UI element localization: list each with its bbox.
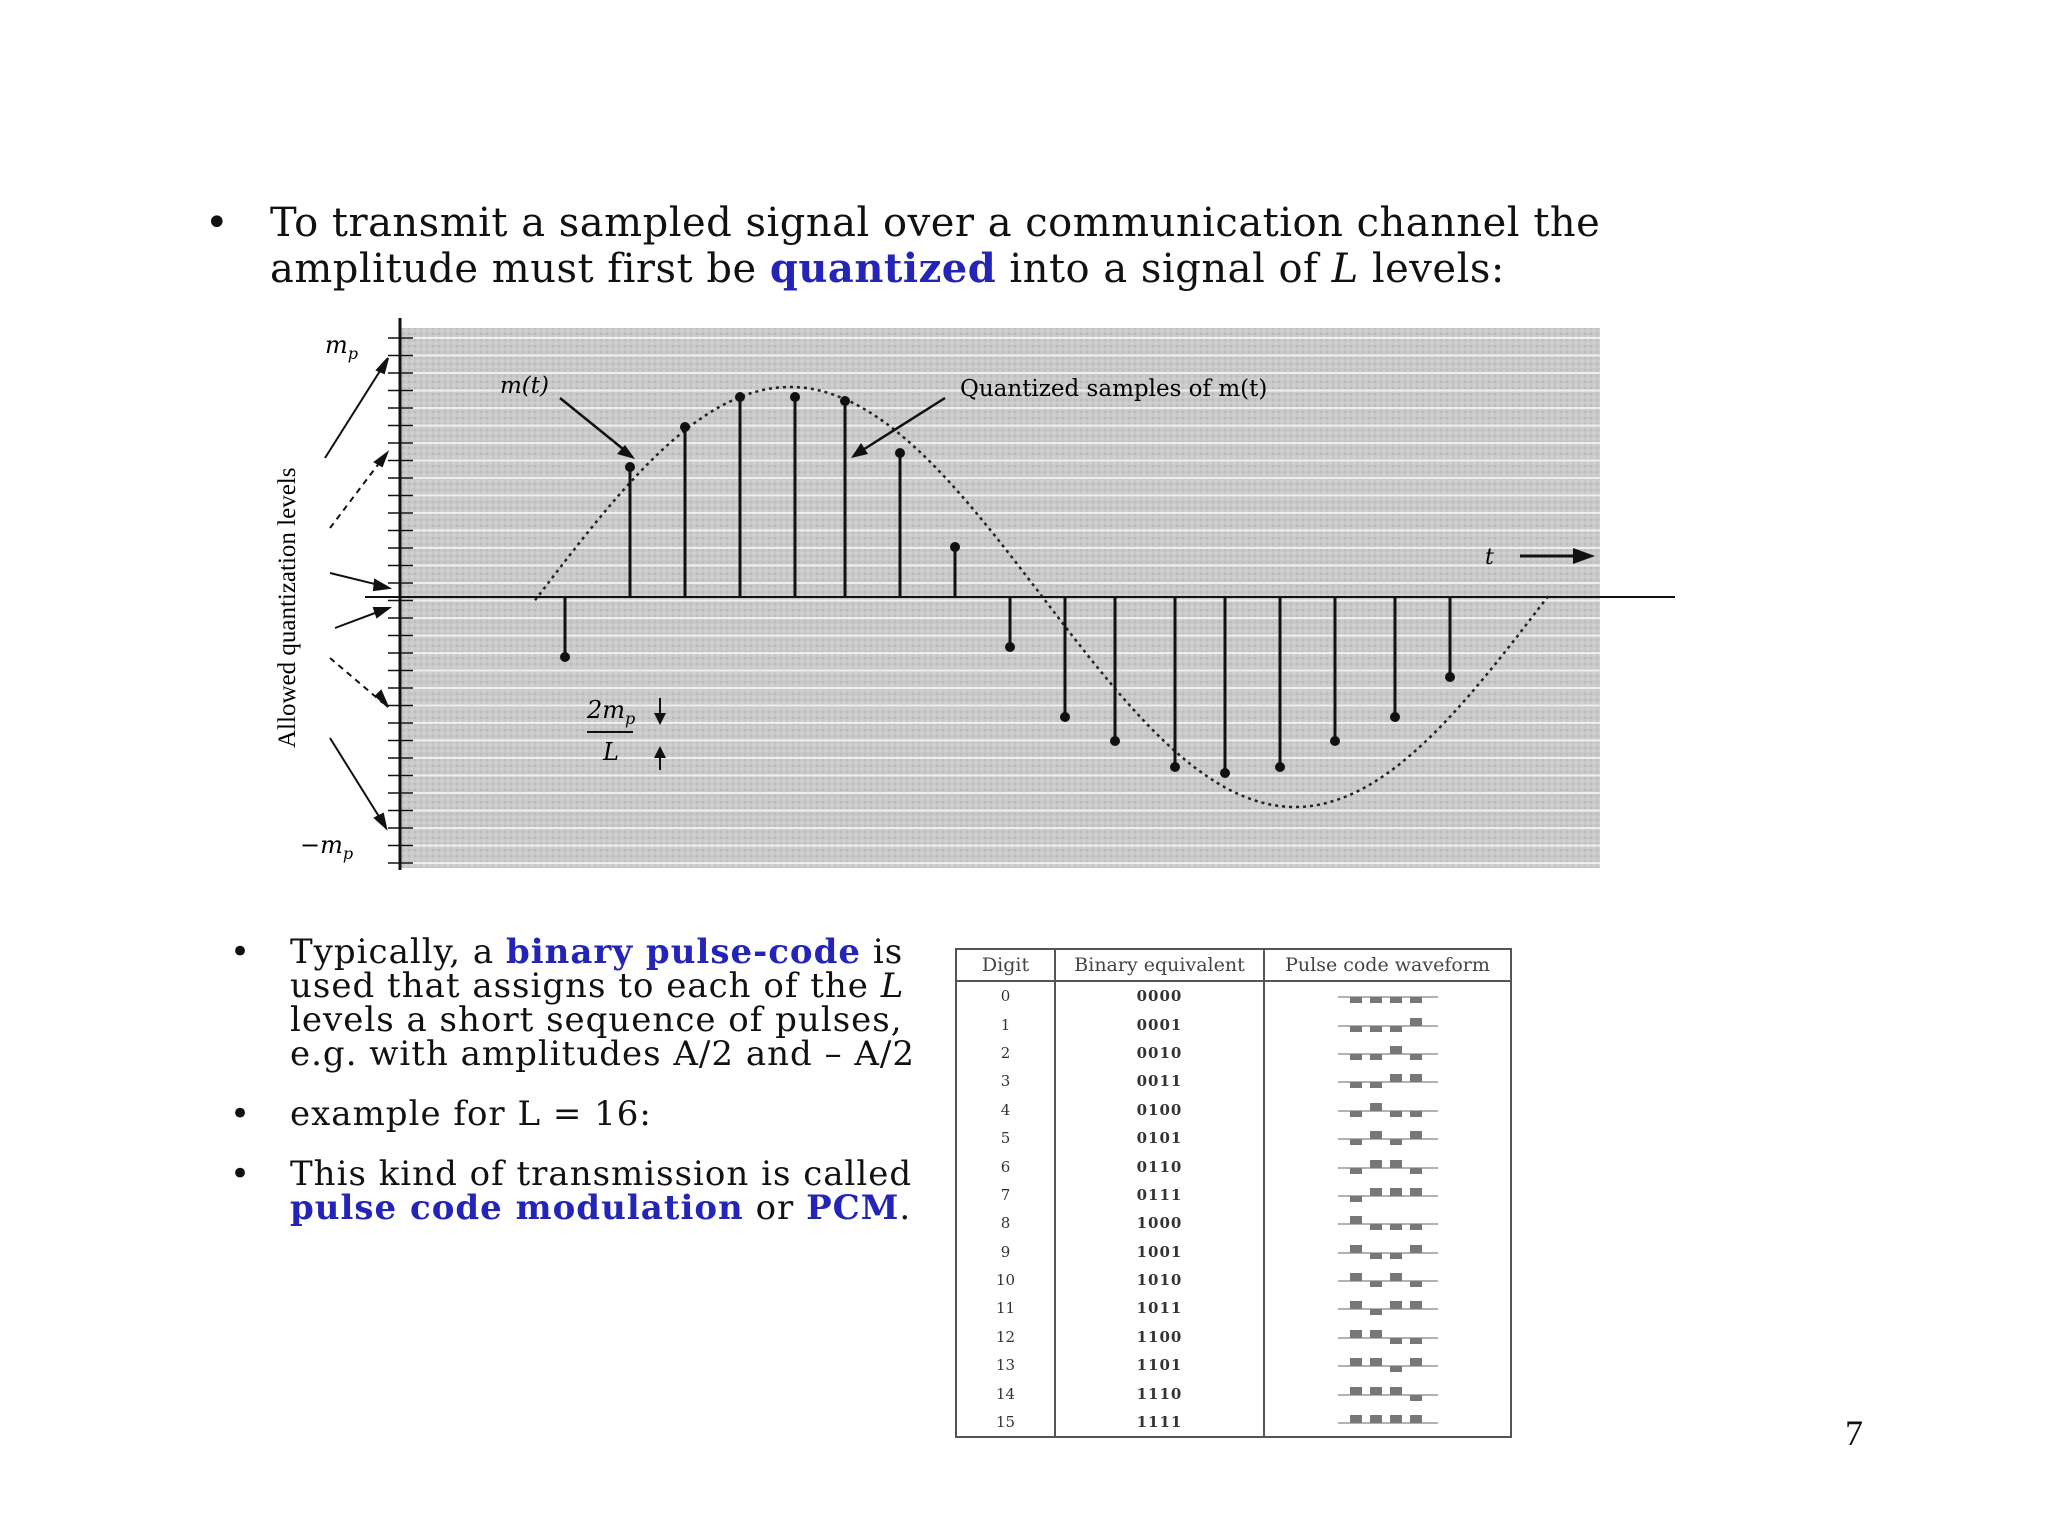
y-top-label: $m_p$ (325, 331, 359, 363)
pulse (1350, 1245, 1362, 1253)
pulse-waveform (1338, 1268, 1438, 1292)
pulse-waveform (1338, 984, 1438, 1008)
pulse (1370, 1131, 1382, 1139)
pulse (1390, 1188, 1402, 1196)
pulse-waveform (1338, 1382, 1438, 1406)
page-number: 7 (1845, 1413, 1863, 1453)
pulse (1370, 1415, 1382, 1423)
highlight-quantized: quantized (769, 245, 997, 292)
binary-cell: 1111 (1055, 1408, 1264, 1437)
binary-cell: 0100 (1055, 1096, 1264, 1124)
pulse (1410, 1395, 1422, 1401)
digit-cell: 1 (956, 1010, 1055, 1038)
sample-point (735, 392, 745, 402)
pulse (1370, 1281, 1382, 1287)
sample-point (1390, 712, 1400, 722)
pulse (1370, 1054, 1382, 1060)
pulse (1350, 1054, 1362, 1060)
pulse (1350, 1082, 1362, 1088)
pulse (1390, 1253, 1402, 1259)
table-row (956, 1152, 1511, 1180)
bullet-dot: • (230, 1154, 252, 1194)
table-row (956, 1209, 1511, 1237)
pulse (1390, 1026, 1402, 1032)
pulse-waveform (1338, 1183, 1438, 1207)
pulse (1390, 1387, 1402, 1395)
digit-cell: 14 (956, 1379, 1055, 1407)
digit-cell: 12 (956, 1323, 1055, 1351)
bullet-dot: • (205, 200, 229, 246)
pulse (1410, 1281, 1422, 1287)
waveform-cell (1264, 1124, 1511, 1152)
waveform-cell (1264, 981, 1511, 1010)
waveform-cell (1264, 1323, 1511, 1351)
table-header-row (956, 949, 1511, 981)
pulse-waveform (1338, 1069, 1438, 1093)
pulse-waveform (1338, 1296, 1438, 1320)
pulse (1390, 1415, 1402, 1423)
sample-point (1060, 712, 1070, 722)
binary-cell: 1001 (1055, 1238, 1264, 1266)
pulse (1410, 1054, 1422, 1060)
waveform-cell (1264, 1181, 1511, 1209)
sample-point (625, 462, 635, 472)
axis-label: Allowed quantization levels (274, 467, 301, 748)
pulse-waveform (1338, 1126, 1438, 1150)
pulse-waveform (1338, 1211, 1438, 1235)
pulse (1350, 1415, 1362, 1423)
table-row (956, 1238, 1511, 1266)
table-row (956, 1266, 1511, 1294)
pulse (1370, 1026, 1382, 1032)
binary-cell: 1110 (1055, 1379, 1264, 1407)
intro-bullet (205, 200, 1705, 292)
pulse (1390, 1366, 1402, 1372)
pulse-waveform (1338, 1013, 1438, 1037)
sample-point (1275, 762, 1285, 772)
pulse (1370, 1082, 1382, 1088)
digit-cell: 8 (956, 1209, 1055, 1237)
list-item: • example for L = 16: (230, 1094, 652, 1134)
binary-cell: 0010 (1055, 1039, 1264, 1067)
intro-text: To transmit a sampled signal over a communication channel the amplitude must first be quantized into a signal of L levels: (270, 200, 1601, 292)
waveform-cell (1264, 1209, 1511, 1237)
table-row (956, 1181, 1511, 1209)
binary-cell: 0000 (1055, 981, 1264, 1010)
pulse (1350, 997, 1362, 1003)
pulse (1370, 1309, 1382, 1315)
digit-cell: 0 (956, 981, 1055, 1010)
description-list (222, 932, 922, 1251)
pulse (1390, 1074, 1402, 1082)
pulse (1390, 1273, 1402, 1281)
pulse (1390, 997, 1402, 1003)
y-bottom-label: $-m_p$ (300, 831, 354, 863)
sample-point (1445, 672, 1455, 682)
binary-cell: 1011 (1055, 1294, 1264, 1322)
pulse-waveform (1338, 1325, 1438, 1349)
pulse (1390, 1160, 1402, 1168)
pulse (1410, 1245, 1422, 1253)
pulse (1350, 1330, 1362, 1338)
pulse (1410, 997, 1422, 1003)
pulse (1370, 1330, 1382, 1338)
highlight-pcm: PCM (806, 1188, 900, 1228)
quantization-diagram (255, 318, 1675, 878)
pulse (1410, 1168, 1422, 1174)
pulse-waveform (1338, 1240, 1438, 1264)
pulse (1350, 1139, 1362, 1145)
pulse (1390, 1301, 1402, 1309)
waveform-cell (1264, 1294, 1511, 1322)
pulse (1350, 1026, 1362, 1032)
digit-cell: 13 (956, 1351, 1055, 1379)
pulse (1370, 1253, 1382, 1259)
sample-point (950, 542, 960, 552)
table-row (956, 1010, 1511, 1038)
pulse (1370, 1358, 1382, 1366)
binary-cell: 1010 (1055, 1266, 1264, 1294)
binary-cell: 1100 (1055, 1323, 1264, 1351)
list-item: • This kind of transmission is called pulse code modulation or PCM. (230, 1154, 913, 1228)
table-row (956, 1351, 1511, 1379)
bullet-dot: • (230, 932, 252, 972)
pcm-table (955, 948, 1512, 1438)
pulse (1410, 1415, 1422, 1423)
pulse-waveform (1338, 1353, 1438, 1377)
table-row (956, 1408, 1511, 1437)
pulse (1390, 1224, 1402, 1230)
sample-point (840, 396, 850, 406)
sample-point (680, 422, 690, 432)
pulse (1350, 1216, 1362, 1224)
binary-cell: 0001 (1055, 1010, 1264, 1038)
waveform-cell (1264, 1266, 1511, 1294)
pulse-waveform (1338, 1155, 1438, 1179)
pulse (1350, 1196, 1362, 1202)
pulse (1410, 1224, 1422, 1230)
sample-point (560, 652, 570, 662)
pulse-waveform (1338, 1041, 1438, 1065)
table-row (956, 1096, 1511, 1124)
digit-cell: 3 (956, 1067, 1055, 1095)
quantized-label: Quantized samples of m(t) (960, 376, 1268, 402)
waveform-cell (1264, 1379, 1511, 1407)
sample-point (895, 448, 905, 458)
table-row (956, 1124, 1511, 1152)
pulse (1370, 997, 1382, 1003)
pulse (1410, 1131, 1422, 1139)
pulse (1350, 1111, 1362, 1117)
pulse (1410, 1018, 1422, 1026)
pulse (1410, 1338, 1422, 1344)
pulse (1370, 1103, 1382, 1111)
pulse (1350, 1168, 1362, 1174)
sample-point (790, 392, 800, 402)
digit-cell: 2 (956, 1039, 1055, 1067)
waveform-cell (1264, 1238, 1511, 1266)
sample-point (1110, 736, 1120, 746)
digit-cell: 9 (956, 1238, 1055, 1266)
pulse (1410, 1188, 1422, 1196)
pulse (1390, 1111, 1402, 1117)
level-pointer-arrows (325, 358, 389, 828)
waveform-cell (1264, 1351, 1511, 1379)
list-item: • Typically, a binary pulse-code is used that assigns to each of the L levels a short sequence of pulses, e.g. with amplitudes A/2 and – A/2 (230, 932, 916, 1074)
sample-point (1005, 642, 1015, 652)
binary-cell: 0011 (1055, 1067, 1264, 1095)
digit-cell: 5 (956, 1124, 1055, 1152)
signal-label: m(t) (500, 373, 549, 399)
table-row (956, 1323, 1511, 1351)
sample-point (1220, 768, 1230, 778)
binary-cell: 1000 (1055, 1209, 1264, 1237)
table-row (956, 1294, 1511, 1322)
pulse (1390, 1046, 1402, 1054)
pulse-waveform (1338, 1410, 1438, 1434)
pulse (1350, 1358, 1362, 1366)
pulse (1350, 1273, 1362, 1281)
time-label: t (1485, 545, 1494, 570)
digit-cell: 6 (956, 1152, 1055, 1180)
sample-point (1170, 762, 1180, 772)
table-row (956, 1379, 1511, 1407)
pulse (1410, 1358, 1422, 1366)
waveform-cell (1264, 1039, 1511, 1067)
waveform-cell (1264, 1096, 1511, 1124)
waveform-cell (1264, 1408, 1511, 1437)
table-row (956, 1039, 1511, 1067)
table-row (956, 1067, 1511, 1095)
bullet-dot: • (230, 1094, 252, 1134)
highlight-pcm-term: pulse code modulation (290, 1188, 744, 1228)
binary-cell: 0101 (1055, 1124, 1264, 1152)
pulse (1410, 1074, 1422, 1082)
binary-cell: 1101 (1055, 1351, 1264, 1379)
pulse (1410, 1301, 1422, 1309)
pcm-table-container (955, 948, 1512, 1438)
pulse (1370, 1387, 1382, 1395)
digit-cell: 4 (956, 1096, 1055, 1124)
pulse (1370, 1188, 1382, 1196)
highlight-binary-pulse-code: binary pulse-code (505, 932, 862, 972)
header-digit: Digit (956, 949, 1055, 981)
digit-cell: 7 (956, 1181, 1055, 1209)
sample-point (1330, 736, 1340, 746)
waveform-cell (1264, 1152, 1511, 1180)
svg-text:2mp: $2m_p$ (587, 696, 636, 728)
pulse-waveform (1338, 1098, 1438, 1122)
pulse (1410, 1111, 1422, 1117)
header-waveform: Pulse code waveform (1264, 949, 1511, 981)
pulse (1370, 1160, 1382, 1168)
pulse (1390, 1139, 1402, 1145)
pulse (1390, 1338, 1402, 1344)
digit-cell: 11 (956, 1294, 1055, 1322)
waveform-cell (1264, 1067, 1511, 1095)
pulse (1350, 1387, 1362, 1395)
waveform-cell (1264, 1010, 1511, 1038)
table-row (956, 981, 1511, 1010)
svg-text:L: L (603, 738, 619, 766)
header-binary: Binary equivalent (1055, 949, 1264, 981)
digit-cell: 10 (956, 1266, 1055, 1294)
binary-cell: 0111 (1055, 1181, 1264, 1209)
digit-cell: 15 (956, 1408, 1055, 1437)
pulse (1350, 1301, 1362, 1309)
binary-cell: 0110 (1055, 1152, 1264, 1180)
pulse (1370, 1224, 1382, 1230)
